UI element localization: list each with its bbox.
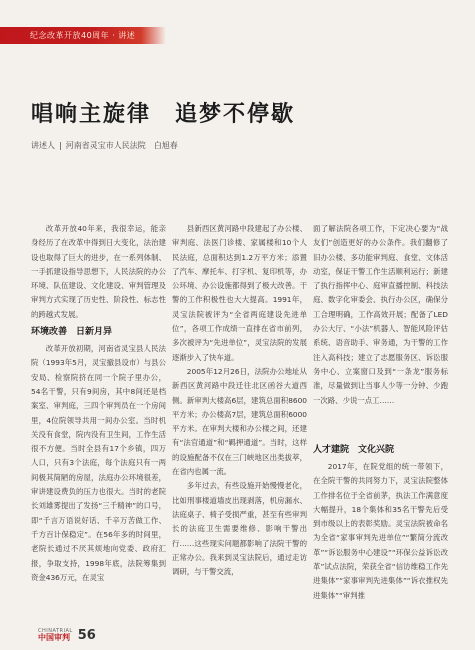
page-number: 56 xyxy=(77,628,96,643)
byline xyxy=(31,140,178,151)
section-heading: 环境改善 日新月异 xyxy=(31,327,113,338)
paragraph: 多年过去，有些设施开始慢慢老化，比如刑事楼道墙皮出现剥落，机房漏水、法庭桌子、椅子受损严重，甚至有些审判长的法庭卫生需要维修、影响干警出行……这些现实问题都影响了法院干警的正常办公。我来到灵宝法院后，通过走访调研，与干警交流， xyxy=(172,481,307,577)
article-title: 唱响主旋律 追梦不停歇 xyxy=(31,101,296,127)
paragraph: 县新西区黄河路中段建起了办公楼、审判庭、法医门诊楼、家属楼和10个人民法庭，总面积达到1.2万平方米；添置了汽车、摩托车、打字机、复印机等，办公环境、办公设施都得到了极大改善。干警的工作积极性也大大提高。1991年，灵宝法院被评为“全省两庭建设先进单位”，各项工作成绩一直排在省市前列，多次被评为“先进单位”，灵宝法院的发展逐渐步入了快车道。 xyxy=(172,224,307,362)
byline-separator: | xyxy=(59,141,62,150)
section-heading: 人才建院 文化兴院 xyxy=(313,445,395,455)
paragraph: 2017年，在院党组的统一带领下，在全院干警的共同努力下，灵宝法院整体工作排名位于全省前茅，执法工作满意度大幅提升，18个集体和35名干警先后受到市级以上的表彰奖励。灵宝法院被命名为全省“家事审判先进单位”“繁简分流改革”“诉讼服务中心建设”“环保公益诉讼改革”试点法院，荣获全省“信访维稳工作先进集体”“家事审判先进集体”“诉衣推权先进集体”“审判推 xyxy=(313,462,448,600)
article-column-2 xyxy=(172,222,307,622)
article-column-1 xyxy=(31,222,166,622)
byline-author: 河南省灵宝市人民法院 白旭春 xyxy=(65,141,178,150)
column-3-upper xyxy=(313,222,448,408)
paragraph: 2005年12月26日，法院办公地址从新西区黄河路中段迁往北区函谷大道西侧。新审判大楼高6层，建筑总面积8600平方米；办公楼高7层，建筑总面积6000平方米。在审判大楼和办公楼之间，还建有“法官通道”和“羁押通道”。当时，这样的设施配备不仅在三门峡地区出类拔萃，在省内也属一流。 xyxy=(172,366,307,477)
page-footer xyxy=(38,629,96,642)
article-column-3 xyxy=(313,222,448,622)
paragraph: 面了解法院各项工作，下定决心要为“战友们”创造更好的办公条件。我们翻修了旧办公楼、多功能审判庭、食堂、文体活动室，保证干警工作生活顺利运行；新建了执行指挥中心、庭审直播控制、科技法庭、数字化审委会、执行办公区，确保分工合理明确，工作高效开展；配备了LED办公大厅、“小法”机器人、智能风险评估系统、语音助手、审务通，为干警的工作注入高科技；建立了志愿服务区、诉讼服务中心、立案窗口及到“一条龙”服务标准，尽量做到让当事人少等一分钟、少跑一次路、少说一点工…… xyxy=(313,224,448,405)
paragraph: 改革开放40年来，我很幸运，能亲身经历了在改革中得到日大变化，法治建设也取得了巨大的进步，在一系列体制、一手抓建设指导思想下，人民法院的办公环境、队伍建设、文化建设、审判管理及审判方式实现了历史性、阶段性、标志性的跨越式发展。 xyxy=(31,224,166,319)
section-banner: 纪念改革开放40周年 · 讲述 xyxy=(0,27,166,44)
magazine-logo xyxy=(38,629,73,642)
column-3-lower xyxy=(313,440,448,603)
byline-label: 讲述人 xyxy=(31,141,55,150)
logo-chinese: 中国审判 xyxy=(38,633,70,642)
paragraph: 改革开放初期，河南省灵宝县人民法院（1993年5月，灵宝撤县设市）与县公安局、检察院挤在同一个院子里办公，54名干警，只有9间房，其中8间还是档案室、审判庭，三四个审判员在一个房间里，4位院领导共用一间办公室。当时机关没有食堂，院内没有卫生间，工作生活很不方便。当时全县有17个乡镇，四万人口，只有3个法庭，每个法庭只有一两间极其简陋的房屋，法庭办公环境很差，审讲建设费负的压力也很大。当时的老院长刘雄雾提出了发扬“三千精神”的口号，即“千言万语说好话、千辛万苦做工作、千方百计保稳定”。在56年多的时间里，老院长通过不厌其烦地向党委、政府汇报，争取支持，1998年底，法院筹集到资金436万元，在灵宝 xyxy=(31,344,166,582)
logo-english: CHINATRIAL xyxy=(38,628,73,634)
